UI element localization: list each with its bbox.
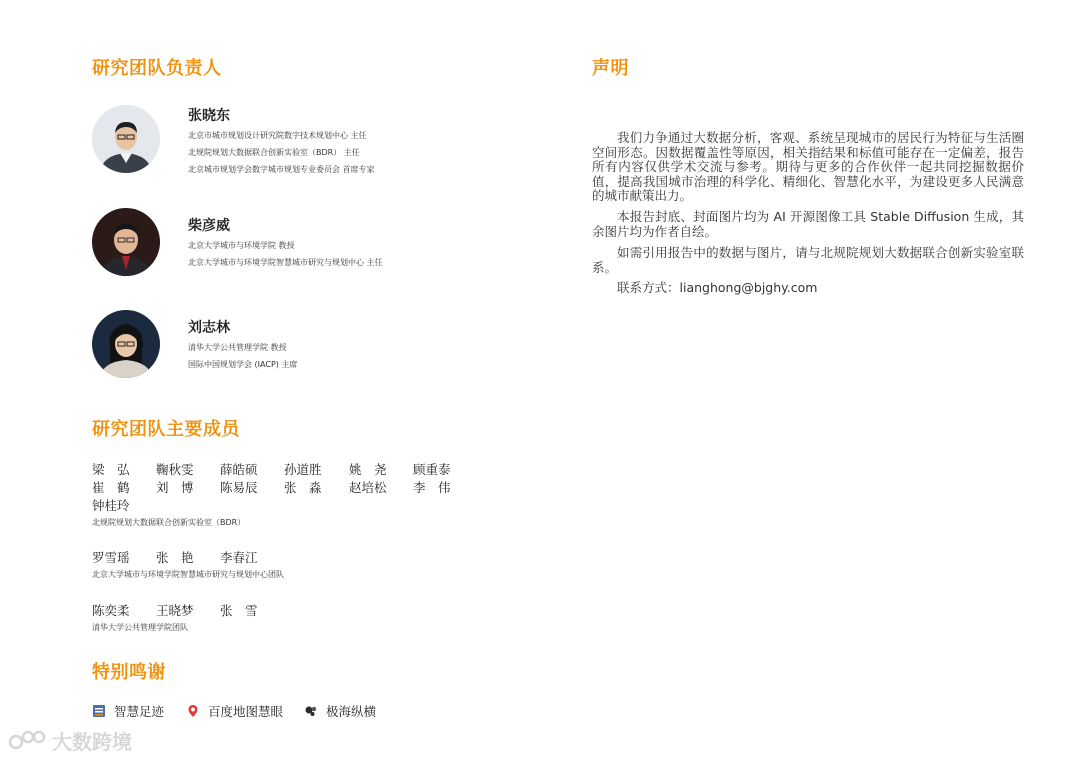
- member-affiliation: 北规院规划大数据联合创新实验室（BDR）: [92, 518, 246, 527]
- member-affiliation: 清华大学公共管理学院团队: [92, 623, 188, 632]
- watermark: [8, 726, 132, 755]
- member-name: 钟桂玲: [92, 498, 130, 513]
- member-name: 李 伟: [413, 480, 451, 495]
- member-name: 张 淼: [284, 480, 322, 495]
- member-name: 鞠秋雯: [156, 462, 194, 477]
- member-name: 梁 弘: [92, 462, 130, 477]
- member-name: 刘 博: [156, 480, 194, 495]
- contact-line: 联系方式：lianghong@bjghy.com: [617, 280, 818, 295]
- thanks-item: [186, 702, 283, 720]
- leader-photo: [92, 105, 160, 173]
- member-name: 王晓梦: [156, 603, 194, 618]
- thanks-item: [92, 702, 164, 720]
- member-name: 崔 鹤: [92, 480, 130, 495]
- leader-name: 张晓东: [188, 108, 230, 124]
- leader-title-line: 北京大学城市与环境学院 教授: [188, 241, 295, 250]
- zhihuizuji-logo-icon: [92, 704, 106, 718]
- declaration-paragraph: 如需引用报告中的数据与图片，请与北规院规划大数据联合创新实验室联系。: [592, 245, 1024, 275]
- leader-photo: [92, 310, 160, 378]
- member-name: 薛皓硕: [220, 462, 258, 477]
- leader-name: 刘志林: [188, 320, 230, 336]
- member-name: 罗雪瑶: [92, 550, 130, 565]
- member-name: 张 雪: [220, 603, 258, 618]
- leader-title-line: 北规院规划大数据联合创新实验室（BDR） 主任: [188, 148, 360, 157]
- member-name: 陈易辰: [220, 480, 258, 495]
- watermark-logo-icon: [8, 728, 48, 754]
- leader-title-line: 清华大学公共管理学院 教授: [188, 343, 287, 352]
- leader-title-line: 北京城市规划学会数字城市规划专业委员会 首席专家: [188, 165, 375, 174]
- declaration-section-title: 声明: [592, 58, 629, 79]
- member-name: 张 艳: [156, 550, 194, 565]
- member-name: 李春江: [220, 550, 258, 565]
- watermark-text: 大数跨境: [52, 730, 132, 754]
- member-name: 陈奕柔: [92, 603, 130, 618]
- leader-title-line: 北京大学城市与环境学院智慧城市研究与规划中心 主任: [188, 258, 383, 267]
- leader-title-line: 国际中国规划学会 (IACP) 主席: [188, 360, 298, 369]
- leader-name: 柴彦威: [188, 218, 230, 234]
- jihai-logo-icon: [304, 704, 318, 718]
- baidu-map-logo-icon: [186, 704, 200, 718]
- member-name: 赵培松: [349, 480, 387, 495]
- member-name: 顾重泰: [413, 462, 451, 477]
- members-section-title: 研究团队主要成员: [92, 419, 240, 440]
- leader-photo: [92, 208, 160, 276]
- member-name: 姚 尧: [349, 462, 387, 477]
- declaration-paragraph: 我们力争通过大数据分析，客观、系统呈现城市的居民行为特征与生活圈空间形态。因数据覆盖性等原因，相关指结果和标值可能存在一定偏差，报告所有内容仅供学术交流与参考。期待与更多的合作伙伴一起共同挖掘数据价值，提高我国城市治理的科学化、精细化、智慧化水平，为建设更多人民满意的城市献策出力。: [592, 130, 1024, 203]
- thanks-label: 极海纵横: [326, 704, 377, 719]
- member-affiliation: 北京大学城市与环境学院智慧城市研究与规划中心团队: [92, 570, 284, 579]
- leader-title-line: 北京市城市规划设计研究院数字技术规划中心 主任: [188, 131, 367, 140]
- declaration-paragraph: 本报告封底、封面图片均为 AI 开源图像工具 Stable Diffusion 生成，其余图片均为作者自绘。: [592, 209, 1024, 239]
- thanks-section-title: 特别鸣谢: [92, 662, 166, 683]
- member-name: 孙道胜: [284, 462, 322, 477]
- thanks-label: 百度地图慧眼: [208, 704, 284, 719]
- thanks-label: 智慧足迹: [114, 704, 165, 719]
- thanks-item: [304, 702, 376, 720]
- leaders-section-title: 研究团队负责人: [92, 58, 222, 79]
